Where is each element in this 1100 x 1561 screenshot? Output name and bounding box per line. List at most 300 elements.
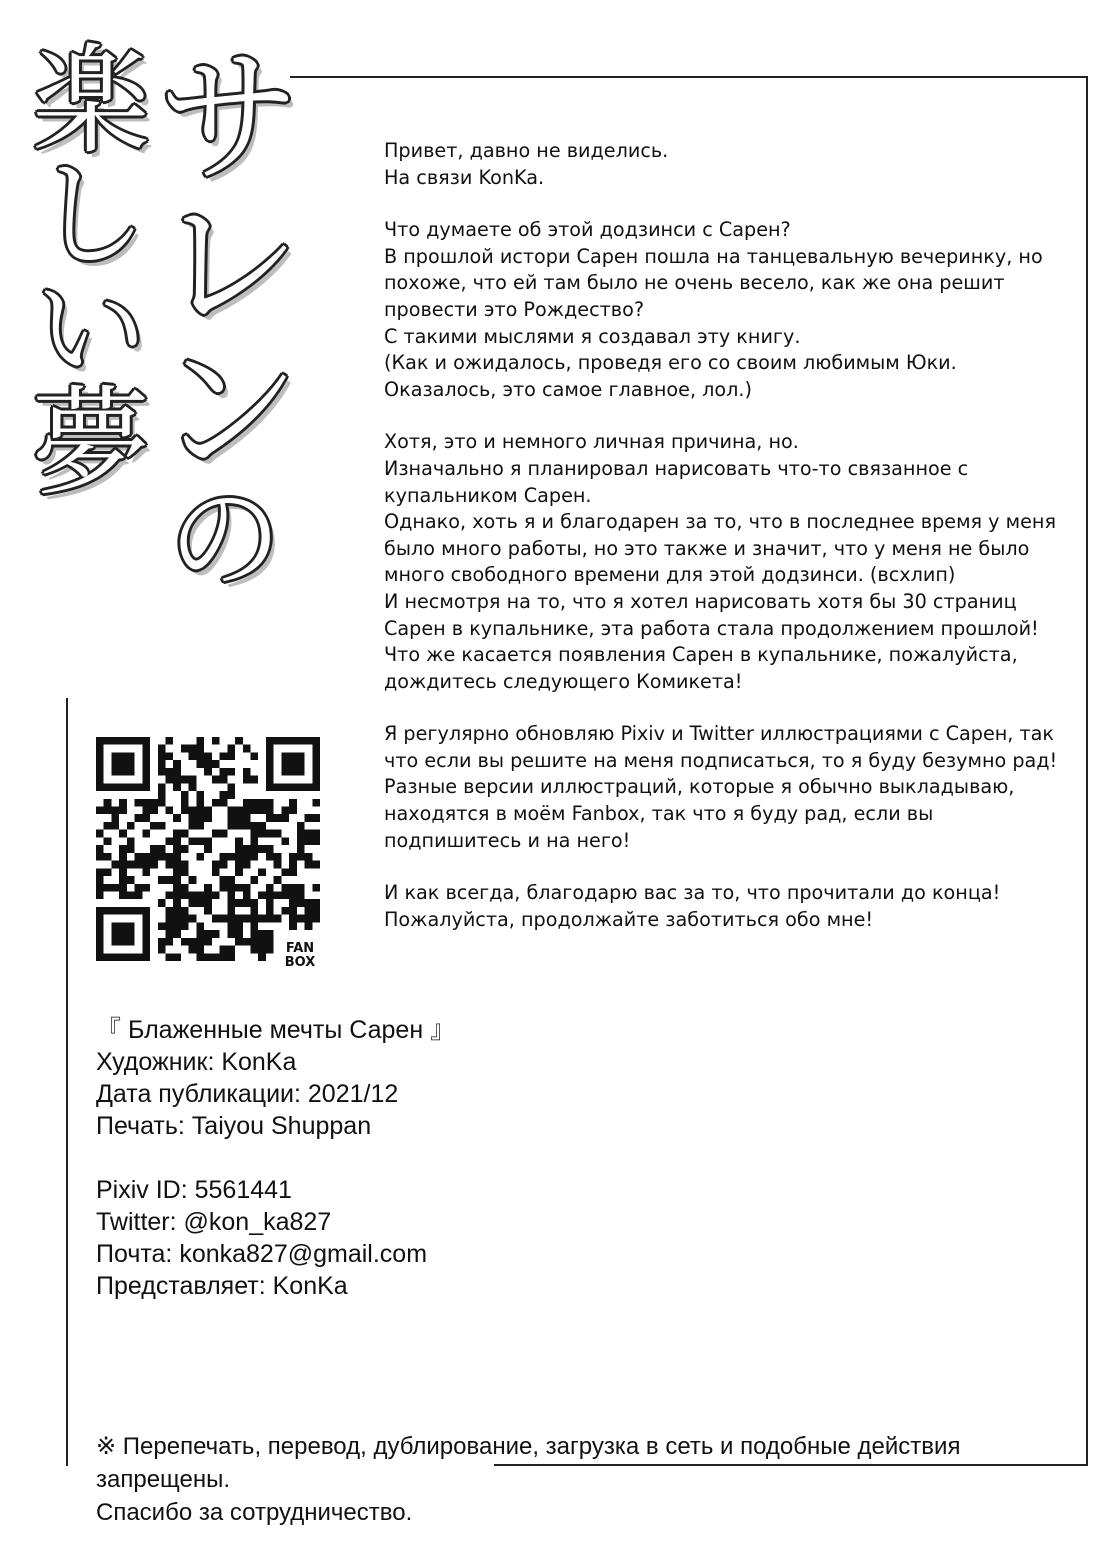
qr-module (173, 776, 181, 784)
qr-module (250, 907, 258, 915)
qr-module (111, 768, 119, 776)
qr-module (266, 845, 274, 853)
qr-module (173, 884, 181, 892)
qr-module (250, 915, 258, 923)
qr-module (227, 807, 235, 815)
qr-module (312, 899, 320, 907)
qr-module (266, 799, 274, 807)
qr-module (158, 938, 166, 946)
qr-module (196, 922, 204, 930)
fanbox-badge-line1: FAN (285, 941, 315, 956)
qr-module (189, 745, 197, 753)
qr-module (119, 737, 127, 745)
qr-module (235, 930, 243, 938)
qr-module (111, 807, 119, 815)
qr-module (305, 907, 313, 915)
qr-module (189, 807, 197, 815)
qr-module (312, 760, 320, 768)
vertical-title (12, 38, 302, 698)
qr-module (181, 791, 189, 799)
qr-module (142, 907, 150, 915)
qr-module (235, 822, 243, 830)
qr-module (181, 922, 189, 930)
qr-module (305, 814, 313, 822)
qr-module (204, 907, 212, 915)
qr-module (166, 930, 174, 938)
qr-module (173, 891, 181, 899)
qr-module (119, 830, 127, 838)
colophon-title: 『 Блаженные мечты Сарен 』 (96, 1016, 456, 1044)
qr-module (96, 946, 104, 954)
qr-module (220, 953, 228, 961)
qr-module (204, 938, 212, 946)
qr-module (158, 745, 166, 753)
qr-module (181, 915, 189, 923)
qr-module (250, 930, 258, 938)
qr-module (119, 752, 127, 760)
qr-module (96, 776, 104, 784)
qr-module (235, 884, 243, 892)
qr-module (258, 807, 266, 815)
qr-module (111, 938, 119, 946)
qr-module (96, 845, 104, 853)
qr-module (212, 930, 220, 938)
qr-module (220, 752, 228, 760)
qr-module (220, 830, 228, 838)
qr-module (119, 953, 127, 961)
qr-module (135, 891, 143, 899)
qr-module (212, 830, 220, 838)
qr-module (274, 830, 282, 838)
qr-module (119, 861, 127, 869)
qr-module (227, 899, 235, 907)
qr-module (150, 807, 158, 815)
qr-module (142, 752, 150, 760)
qr-module (96, 915, 104, 923)
qr-module (104, 953, 112, 961)
qr-module (289, 737, 297, 745)
qr-module (220, 776, 228, 784)
qr-module (196, 760, 204, 768)
qr-module (158, 791, 166, 799)
qr-module (212, 915, 220, 923)
qr-module (119, 876, 127, 884)
qr-module (96, 884, 104, 892)
qr-module (266, 745, 274, 753)
qr-module (289, 799, 297, 807)
copyright-notice (96, 1430, 1086, 1529)
qr-module (235, 814, 243, 822)
afterword-paragraph-4: Я регулярно обновляю Pixiv и Twitter иллюстрациями с Сарен, так что если вы решите на меня подписаться, то я буду безумно рад! Разные версии иллюстраций, которые я обычно выкладываю, находятся в моём Fanbox, так что я буду рад, если вы подпишитесь и на него! (384, 722, 1058, 852)
qr-module (181, 868, 189, 876)
qr-module (274, 915, 282, 923)
qr-module (289, 899, 297, 907)
qr-module (104, 822, 112, 830)
qr-module (258, 822, 266, 830)
qr-module (227, 946, 235, 954)
qr-module (150, 845, 158, 853)
qr-module (189, 752, 197, 760)
qr-module (243, 938, 251, 946)
colophon-mail: Почта: konka827@gmail.com (96, 1240, 428, 1268)
qr-module (250, 830, 258, 838)
qr-module (227, 876, 235, 884)
qr-module (250, 799, 258, 807)
qr-module (258, 830, 266, 838)
qr-module (297, 915, 305, 923)
qr-module (166, 876, 174, 884)
qr-module (96, 938, 104, 946)
vertical-title-line2: の楽しい夢 (12, 38, 284, 590)
qr-module (119, 884, 127, 892)
qr-module (111, 822, 119, 830)
qr-module (166, 938, 174, 946)
qr-module (119, 907, 127, 915)
qr-module (204, 845, 212, 853)
qr-module (104, 783, 112, 791)
qr-module (181, 884, 189, 892)
qr-module (235, 853, 243, 861)
qr-module (181, 745, 189, 753)
qr-module (111, 814, 119, 822)
qr-module (204, 814, 212, 822)
qr-module (220, 915, 228, 923)
qr-module (196, 814, 204, 822)
qr-module (281, 768, 289, 776)
notice-line3: Спасибо за сотрудничество. (96, 1499, 413, 1526)
qr-module (250, 899, 258, 907)
qr-module (104, 884, 112, 892)
qr-module (96, 752, 104, 760)
qr-module (243, 822, 251, 830)
qr-module (235, 837, 243, 845)
qr-module (142, 830, 150, 838)
notice-line2: запрещены. (96, 1466, 231, 1493)
qr-module (119, 930, 127, 938)
qr-module (96, 922, 104, 930)
qr-module (305, 737, 313, 745)
qr-module (150, 861, 158, 869)
qr-module (135, 884, 143, 892)
qr-module (142, 799, 150, 807)
qr-module (166, 853, 174, 861)
qr-module (150, 853, 158, 861)
qr-module (189, 915, 197, 923)
qr-module (142, 946, 150, 954)
qr-module (227, 822, 235, 830)
qr-module (305, 861, 313, 869)
qr-module (266, 938, 274, 946)
qr-module (258, 845, 266, 853)
qr-module (189, 776, 197, 784)
qr-module (119, 760, 127, 768)
colophon-artist: Художник: KonKa (96, 1048, 297, 1076)
qr-module (96, 737, 104, 745)
qr-module (173, 953, 181, 961)
qr-module (258, 946, 266, 954)
qr-module (104, 737, 112, 745)
qr-module (196, 837, 204, 845)
qr-module (142, 861, 150, 869)
qr-module (119, 868, 127, 876)
qr-module (173, 783, 181, 791)
qr-module (196, 930, 204, 938)
qr-module (196, 737, 204, 745)
qr-module (274, 876, 282, 884)
qr-module (189, 899, 197, 907)
qr-module (119, 807, 127, 815)
qr-module (135, 953, 143, 961)
qr-module (196, 953, 204, 961)
qr-module (289, 884, 297, 892)
qr-module (212, 953, 220, 961)
qr-module (158, 783, 166, 791)
qr-module (166, 922, 174, 930)
qr-module (158, 853, 166, 861)
qr-module (305, 853, 313, 861)
qr-module (119, 799, 127, 807)
qr-module (274, 861, 282, 869)
qr-module (243, 799, 251, 807)
qr-module (266, 814, 274, 822)
qr-module (158, 899, 166, 907)
qr-module (258, 868, 266, 876)
fanbox-qr-code[interactable] (96, 737, 320, 961)
qr-module (104, 868, 112, 876)
qr-module (104, 807, 112, 815)
qr-module (196, 807, 204, 815)
qr-module (227, 814, 235, 822)
qr-module (166, 907, 174, 915)
qr-module (235, 938, 243, 946)
qr-module (312, 837, 320, 845)
qr-module (181, 845, 189, 853)
colophon (96, 1014, 696, 1302)
qr-module (166, 861, 174, 869)
qr-module (196, 822, 204, 830)
qr-module (212, 861, 220, 869)
qr-module (135, 783, 143, 791)
qr-module (312, 752, 320, 760)
qr-module (281, 752, 289, 760)
qr-module (250, 752, 258, 760)
qr-module (305, 915, 313, 923)
qr-module (266, 783, 274, 791)
qr-module (166, 891, 174, 899)
qr-module (189, 891, 197, 899)
qr-module (166, 776, 174, 784)
qr-module (173, 861, 181, 869)
qr-module (127, 907, 135, 915)
qr-module (166, 837, 174, 845)
qr-module (96, 868, 104, 876)
qr-module (127, 938, 135, 946)
qr-module (281, 814, 289, 822)
qr-module (181, 776, 189, 784)
qr-module (297, 768, 305, 776)
qr-module (220, 946, 228, 954)
qr-module (289, 861, 297, 869)
qr-module (173, 930, 181, 938)
qr-module (96, 930, 104, 938)
qr-module (111, 930, 119, 938)
qr-module (312, 745, 320, 753)
colophon-printer: Печать: Taiyou Shuppan (96, 1112, 372, 1140)
qr-module (166, 752, 174, 760)
qr-module (142, 868, 150, 876)
qr-module (250, 807, 258, 815)
qr-module (189, 783, 197, 791)
qr-module (243, 776, 251, 784)
qr-module (258, 938, 266, 946)
qr-module (281, 783, 289, 791)
qr-module (305, 899, 313, 907)
qr-module (243, 814, 251, 822)
qr-module (204, 899, 212, 907)
qr-module (158, 946, 166, 954)
qr-module (96, 907, 104, 915)
qr-module (266, 930, 274, 938)
qr-module (235, 861, 243, 869)
qr-module (258, 915, 266, 923)
qr-module (96, 853, 104, 861)
qr-module (297, 830, 305, 838)
qr-module (127, 953, 135, 961)
qr-module (227, 891, 235, 899)
qr-module (235, 922, 243, 930)
qr-module (111, 861, 119, 869)
qr-module (297, 853, 305, 861)
qr-module (111, 737, 119, 745)
qr-module (250, 922, 258, 930)
qr-module (220, 768, 228, 776)
qr-module (96, 891, 104, 899)
qr-module (135, 814, 143, 822)
fanbox-badge (280, 942, 320, 970)
qr-module (266, 915, 274, 923)
qr-module (250, 938, 258, 946)
qr-module (305, 837, 313, 845)
qr-module (281, 807, 289, 815)
qr-module (173, 814, 181, 822)
qr-module (204, 807, 212, 815)
qr-module (135, 861, 143, 869)
qr-module (274, 783, 282, 791)
qr-module (289, 907, 297, 915)
qr-module (173, 922, 181, 930)
qr-module (127, 930, 135, 938)
frame-right-line (1086, 76, 1088, 1466)
qr-module (96, 807, 104, 815)
qr-module (266, 768, 274, 776)
qr-module (158, 876, 166, 884)
qr-module (196, 899, 204, 907)
qr-module (127, 861, 135, 869)
afterword-paragraph-2: Что думаете об этой додзинси с Сарен? В прошлой истори Сарен пошла на танцевальную вечеринку, но похоже, что ей там было не очень весело, как же она решит провести это Рождество? С такими мыслями я создавал эту книгу. (Как и ожидалось, проведя его со своим любимым Юки. Оказалось, это самое главное, лол.) (384, 218, 1043, 401)
qr-module (142, 783, 150, 791)
afterword-paragraph-5: И как всегда, благодарю вас за то, что прочитали до конца! Пожалуйста, продолжайте заботиться обо мне! (384, 881, 1001, 931)
qr-module (189, 946, 197, 954)
qr-module (227, 745, 235, 753)
qr-module (243, 845, 251, 853)
qr-module (119, 783, 127, 791)
qr-module (127, 845, 135, 853)
qr-module (312, 783, 320, 791)
qr-module (142, 745, 150, 753)
qr-module (266, 946, 274, 954)
qr-module (127, 891, 135, 899)
qr-module (158, 845, 166, 853)
qr-module (297, 783, 305, 791)
qr-module (289, 760, 297, 768)
qr-module (111, 752, 119, 760)
qr-module (281, 837, 289, 845)
qr-module (142, 768, 150, 776)
qr-module (104, 837, 112, 845)
qr-module (127, 876, 135, 884)
qr-module (142, 953, 150, 961)
qr-module (135, 799, 143, 807)
qr-module (119, 853, 127, 861)
qr-module (189, 822, 197, 830)
qr-module (142, 915, 150, 923)
qr-module (158, 922, 166, 930)
qr-module (289, 891, 297, 899)
qr-module (142, 922, 150, 930)
qr-module (266, 853, 274, 861)
qr-module (212, 891, 220, 899)
qr-module (266, 899, 274, 907)
qr-module (250, 853, 258, 861)
qr-module (297, 752, 305, 760)
qr-module (96, 830, 104, 838)
qr-module (189, 814, 197, 822)
qr-module (227, 768, 235, 776)
qr-module (96, 783, 104, 791)
qr-module (250, 837, 258, 845)
qr-module (150, 822, 158, 830)
qr-module (312, 799, 320, 807)
qr-module (127, 783, 135, 791)
qr-module (127, 737, 135, 745)
qr-module (281, 907, 289, 915)
qr-module (111, 884, 119, 892)
qr-module (127, 837, 135, 845)
fanbox-badge-line2: BOX (284, 955, 316, 970)
qr-module (250, 845, 258, 853)
qr-module (281, 868, 289, 876)
qr-module (158, 799, 166, 807)
qr-module (173, 899, 181, 907)
qr-module (266, 776, 274, 784)
qr-module (204, 768, 212, 776)
qr-module (196, 752, 204, 760)
qr-module (227, 907, 235, 915)
qr-module (111, 922, 119, 930)
notice-line1: ※ Перепечать, перевод, дублирование, загрузка в сеть и подобные действия (96, 1433, 961, 1460)
qr-module (312, 861, 320, 869)
qr-module (142, 807, 150, 815)
qr-module (258, 799, 266, 807)
qr-module (289, 752, 297, 760)
qr-module (173, 837, 181, 845)
qr-module (173, 868, 181, 876)
qr-module (266, 884, 274, 892)
qr-module (243, 899, 251, 907)
qr-module (96, 760, 104, 768)
qr-module (227, 930, 235, 938)
qr-module (243, 853, 251, 861)
